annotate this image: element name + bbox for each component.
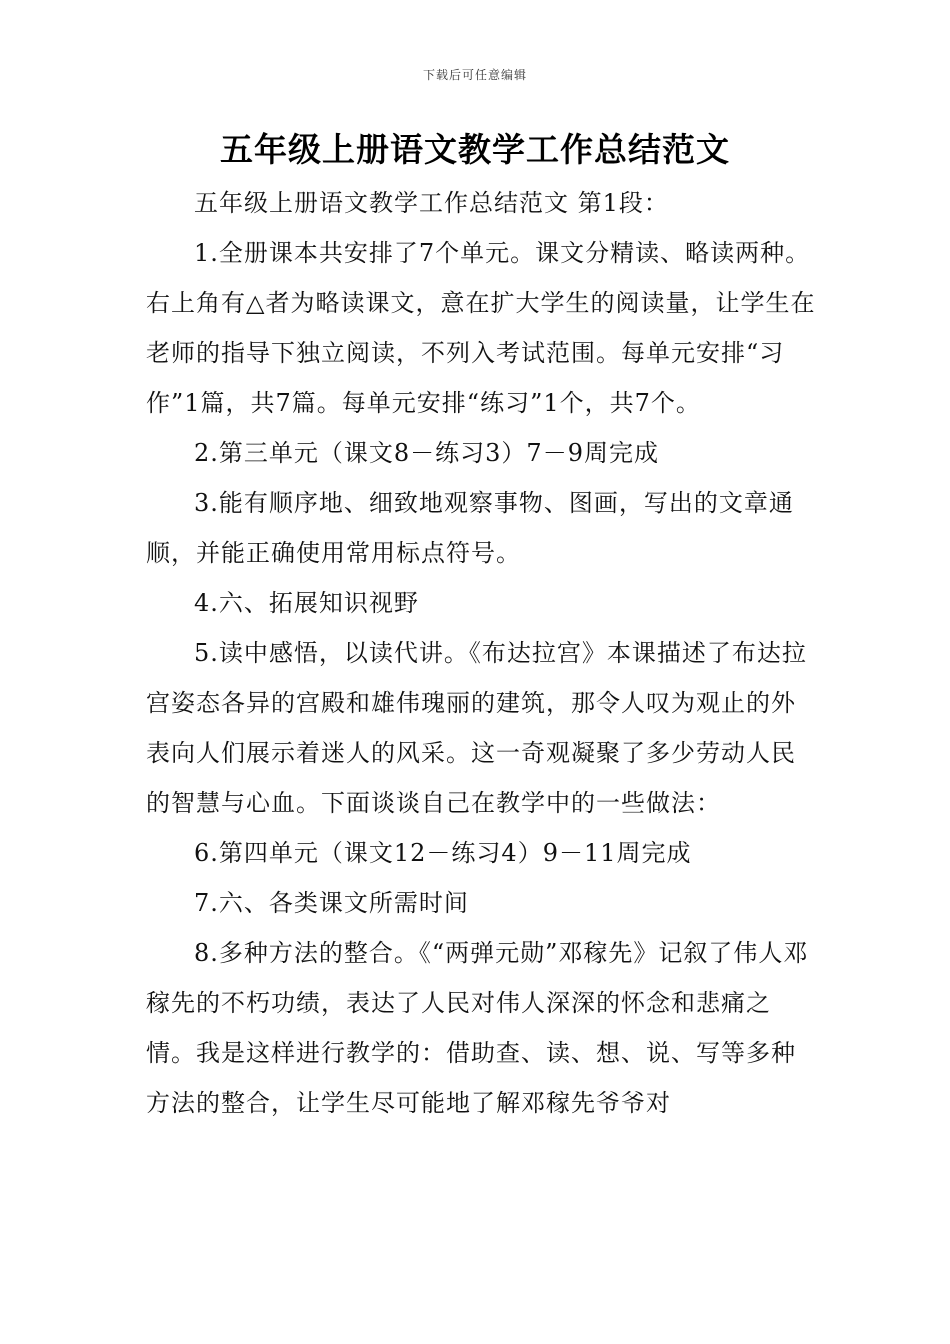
document-title: 五年级上册语文教学工作总结范文	[220, 130, 730, 169]
paragraph-1: 1.全册课本共安排了7个单元。课文分精读、略读两种。右上角有△者为略读课文，意在扩大学生的阅读量，让学生在老师的指导下独立阅读，不列入考试范围。每单元安排“习作”1篇，共7篇。每单元安排“练习”1个，共7个。	[146, 239, 816, 417]
header-note: 下载后可任意编辑	[422, 68, 527, 82]
paragraph-3: 3.能有顺序地、细致地观察事物、图画，写出的文章通顺，并能正确使用常用标点符号。	[146, 489, 794, 567]
paragraph-6: 6.第四单元（课文12－练习4）9－11周完成	[194, 839, 692, 867]
paragraph-5: 5.读中感悟，以读代讲。《布达拉宫》本课描述了布达拉宫姿态各异的宫殿和雄伟瑰丽的建筑，那令人叹为观止的外表向人们展示着迷人的风采。这一奇观凝聚了多少劳动人民的智慧与心血。下面谈谈自己在教学中的一些做法：	[146, 639, 807, 817]
paragraph-8: 8.多种方法的整合。《“两弹元勋”邓稼先》记叙了伟人邓稼先的不朽功绩，表达了人民对伟人深深的怀念和悲痛之情。我是这样进行教学的：借助查、读、想、说、写等多种方法的整合，让学生尽可能地了解邓稼先爷爷对	[146, 939, 809, 1117]
paragraph-4: 4.六、拓展知识视野	[194, 589, 419, 617]
document-body	[146, 178, 816, 1128]
paragraph-section-heading: 五年级上册语文教学工作总结范文 第1段：	[194, 189, 669, 217]
paragraph-7: 7.六、各类课文所需时间	[194, 889, 469, 917]
paragraph-2: 2.第三单元（课文8－练习3）7－9周完成	[194, 439, 659, 467]
